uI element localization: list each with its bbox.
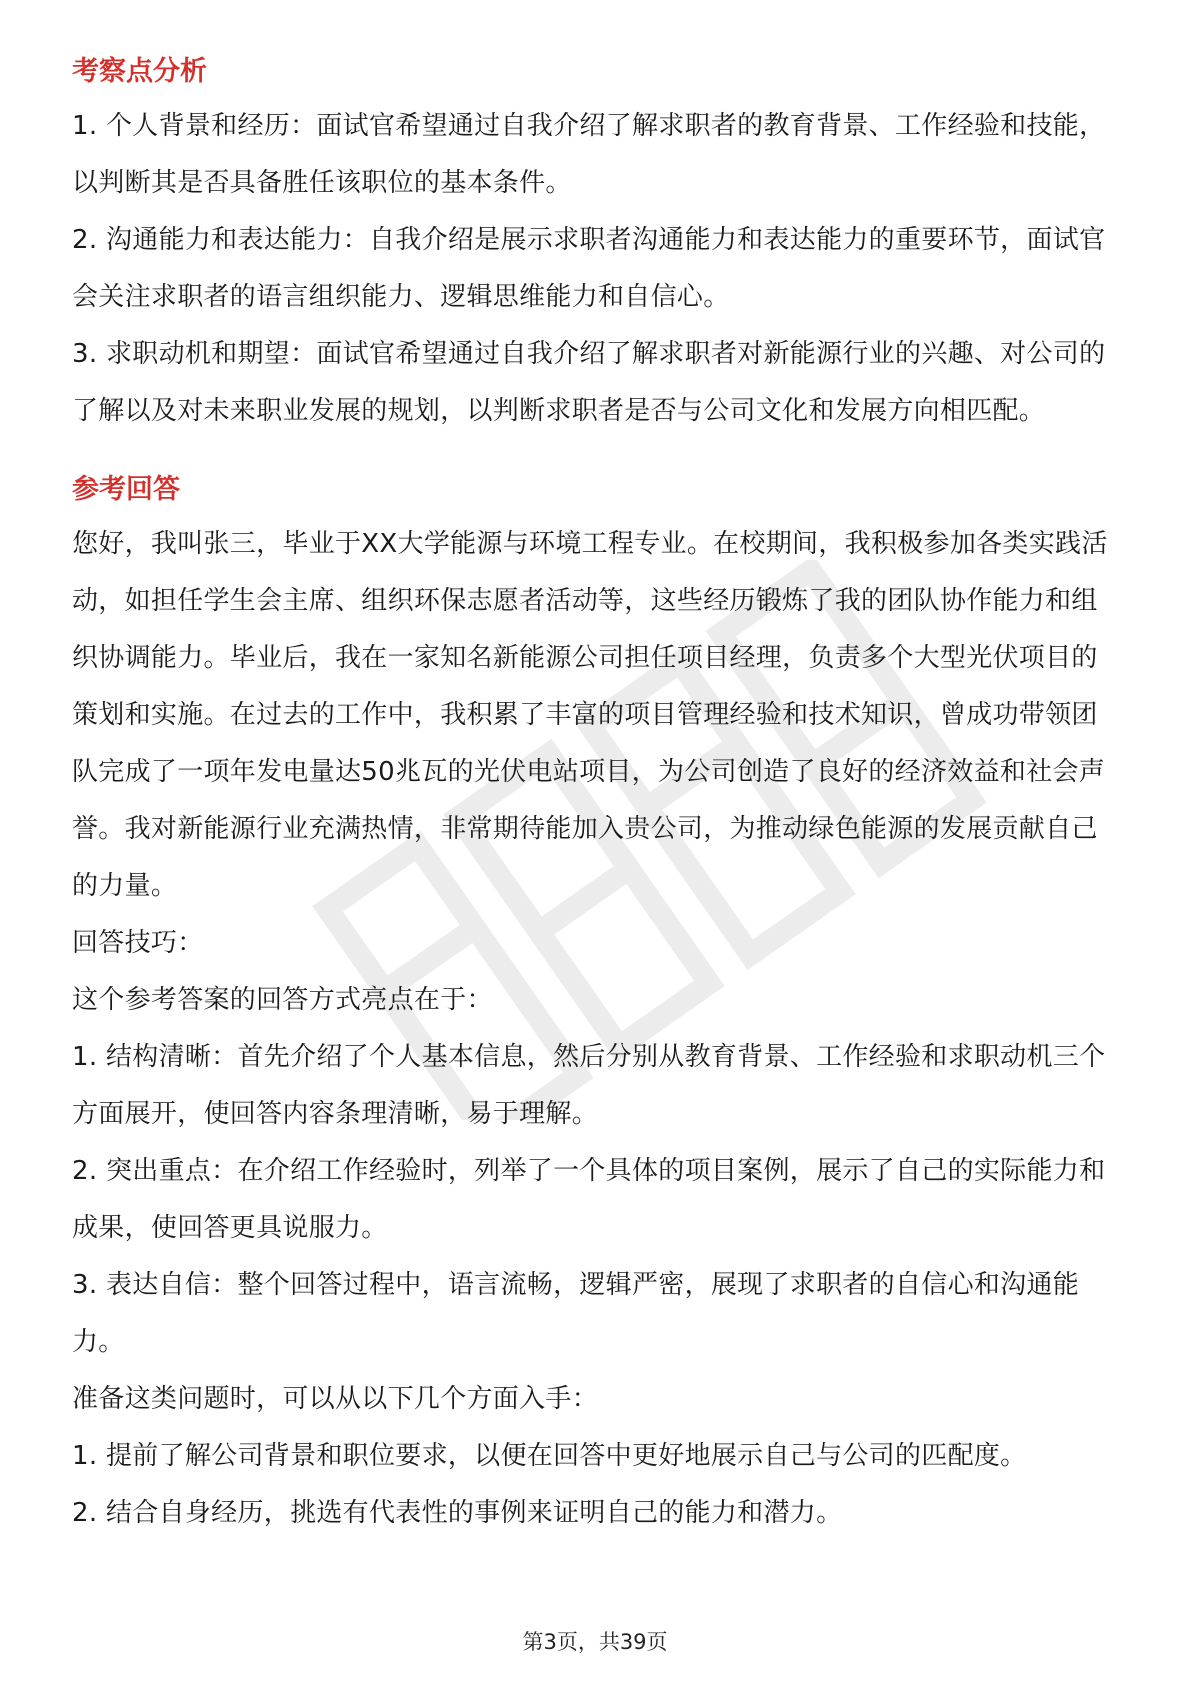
document-page [72,40,1122,1542]
analysis-point-2: 2. 沟通能力和表达能力：自我介绍是展示求职者沟通能力和表达能力的重要环节，面试官会关注求职者的语言组织能力、逻辑思维能力和自信心。 [72,225,1106,312]
prep-item-2: 2. 结合自身经历，挑选有代表性的事例来证明自己的能力和潜力。 [72,1498,843,1528]
analysis-point-1: 1. 个人背景和经历：面试官希望通过自我介绍了解求职者的教育背景、工作经验和技能，以判断其是否具备胜任该职位的基本条件。 [72,111,1106,198]
reference-answer: 您好，我叫张三，毕业于XX大学能源与环境工程专业。在校期间，我积极参加各类实践活动，如担任学生会主席、组织环保志愿者活动等，这些经历锻炼了我的团队协作能力和组织协调能力。毕业后，我在一家知名新能源公司担任项目经理，负责多个大型光伏项目的策划和实施。在过去的工作中，我积累了丰富的项目管理经验和技术知识，曾成功带领团队完成了一项年发电量达50兆瓦的光伏电站项目，为公司创造了良好的经济效益和社会声誉。我对新能源行业充满热情，非常期待能加入贵公司，为推动绿色能源的发展贡献自己的力量。 [72,529,1108,901]
highlights-intro: 这个参考答案的回答方式亮点在于： [72,985,493,1015]
analysis-point-3: 3. 求职动机和期望：面试官希望通过自我介绍了解求职者对新能源行业的兴趣、对公司的了解以及对未来职业发展的规划，以判断求职者是否与公司文化和发展方向相匹配。 [72,339,1106,426]
section-title-analysis: 考察点分析 [72,56,207,87]
prep-item-1: 1. 提前了解公司背景和职位要求，以便在回答中更好地展示自己与公司的匹配度。 [72,1441,1027,1471]
highlight-item-3: 3. 表达自信：整个回答过程中，语言流畅，逻辑严密，展现了求职者的自信心和沟通能力。 [72,1270,1080,1357]
prep-intro: 准备这类问题时，可以从以下几个方面入手： [72,1384,599,1414]
page-number: 第3页，共39页 [522,1630,668,1654]
highlight-item-1: 1. 结构清晰：首先介绍了个人基本信息，然后分别从教育背景、工作经验和求职动机三个方面展开，使回答内容条理清晰，易于理解。 [72,1042,1106,1129]
tips-heading: 回答技巧： [72,928,204,958]
highlight-item-2: 2. 突出重点：在介绍工作经验时，列举了一个具体的项目案例，展示了自己的实际能力和成果，使回答更具说服力。 [72,1156,1106,1243]
section-title-answer: 参考回答 [72,474,180,505]
